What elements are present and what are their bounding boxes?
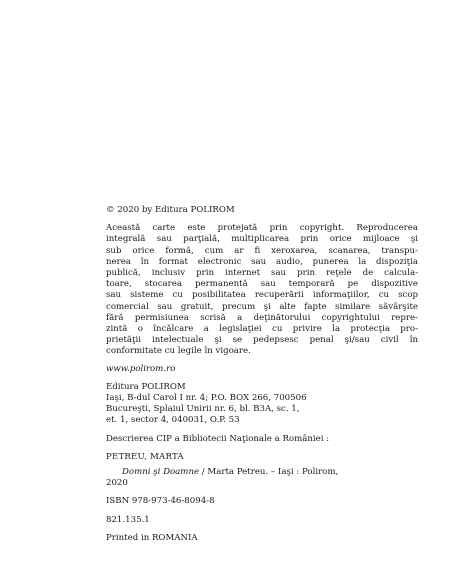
legal-line: sau sisteme cu posibilitatea recuperării informaţiilor, cu scop bbox=[106, 290, 418, 301]
legal-line: fără permisiunea scrisă a deţinătorului copyrightului repre- bbox=[106, 312, 418, 323]
legal-line: nerea în format electronic sau audio, punerea la dispoziţia bbox=[106, 256, 418, 267]
isbn: ISBN 978-973-46-8094-8 bbox=[106, 496, 215, 507]
copyright-notice: © 2020 by Editura POLIROM bbox=[106, 205, 235, 215]
cip-author: PETREU, MARTA bbox=[106, 451, 184, 462]
publisher-website: www.polirom.ro bbox=[106, 363, 176, 374]
publisher-address-bucuresti: Bucureşti, Splaiul Unirii nr. 6, bl. B3A, sc. 1, bbox=[106, 404, 300, 415]
legal-line: Această carte este protejată prin copyright. Reproducerea bbox=[106, 223, 418, 234]
cip-block bbox=[106, 434, 418, 526]
publisher-address-iasi: Iaşi, B-dul Carol I nr. 4; P.O. BOX 266, 700506 bbox=[106, 393, 307, 404]
publisher-address-bucuresti-cont: et. 1, sector 4, 040031, O.P. 53 bbox=[106, 415, 240, 426]
cdu-classification: 821.135.1 bbox=[106, 514, 150, 525]
legal-line: prietăţii intelectuale şi se pedepsesc penal şi/sau civil în bbox=[106, 335, 418, 346]
cip-citation-rest: / Marta Petreu. – Iaşi : Polirom, bbox=[199, 467, 339, 478]
legal-line: publică, inclusiv prin internet sau prin reţele de calcula- bbox=[106, 268, 418, 279]
book-title: Domni şi Doamne bbox=[122, 467, 200, 478]
legal-line: zintă o încălcare a legislaţiei cu privire la protecţia pro- bbox=[106, 324, 418, 335]
legal-line: conformitate cu legile în vigoare. bbox=[106, 346, 251, 357]
legal-notice bbox=[106, 223, 418, 357]
copyright-page bbox=[106, 205, 418, 544]
legal-line: toare, stocarea permanentă sau temporară pe dispozitive bbox=[106, 279, 418, 290]
cip-year: 2020 bbox=[106, 478, 128, 489]
cip-heading: Descrierea CIP a Bibliotecii Naţionale a României : bbox=[106, 433, 330, 444]
legal-line: sub orice formă, cum ar fi xeroxarea, scanarea, transpu- bbox=[106, 245, 418, 256]
publisher-name: Editura POLIROM bbox=[106, 381, 186, 392]
cip-citation bbox=[122, 467, 418, 478]
legal-line: integrală sau parţială, multiplicarea prin orice mijloace şi bbox=[106, 234, 418, 245]
legal-line: comercial sau gratuit, precum şi alte fapte similare săvârşite bbox=[106, 301, 418, 312]
printed-in: Printed in ROMANIA bbox=[106, 532, 198, 543]
publisher-address-block bbox=[106, 382, 418, 427]
